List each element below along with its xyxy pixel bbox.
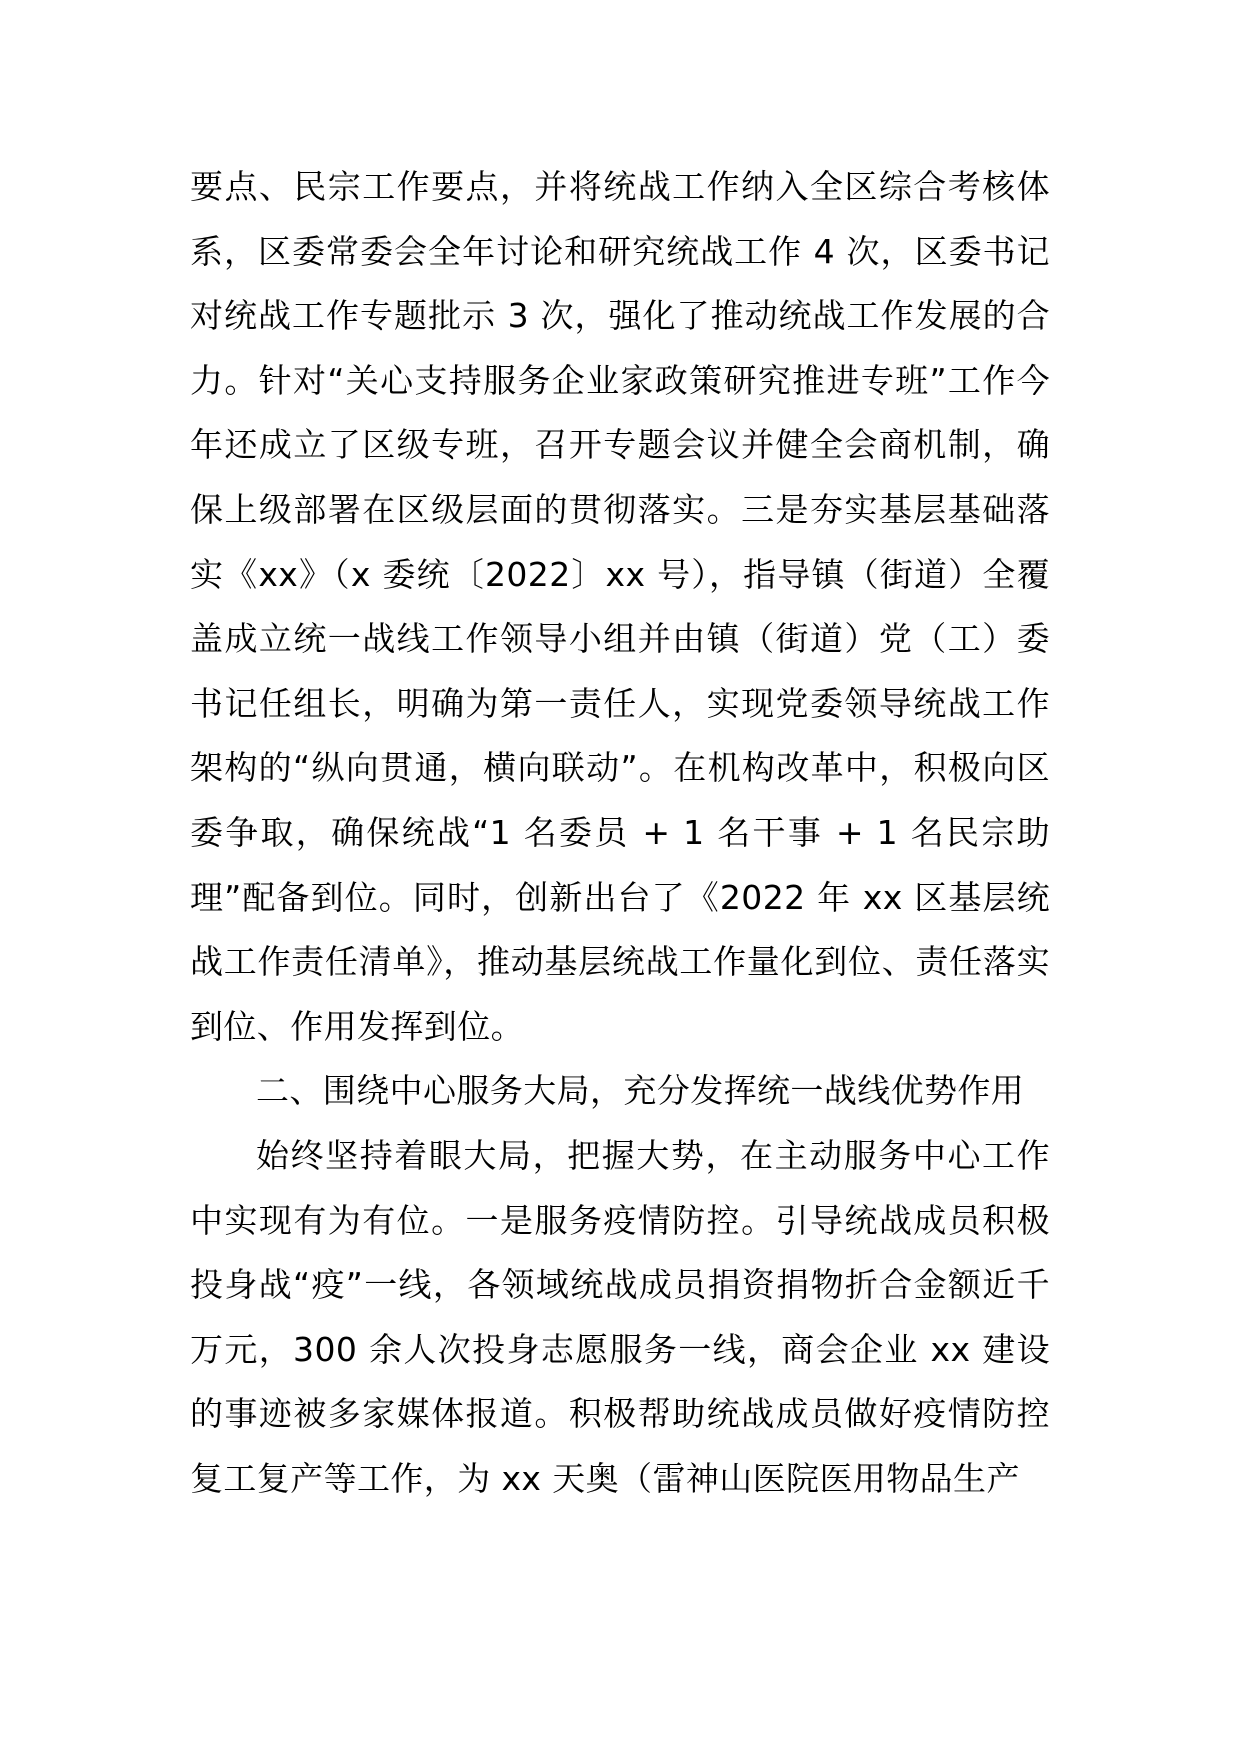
body-paragraph: 始终坚持着眼大局，把握大势，在主动服务中心工作中实现有为有位。一是服务疫情防控。引导统战成员积极投身战“疫”一线，各领域统战成员捐资捐物折合金额近千万元，300 余人次投身志愿服务一线，商会企业 xx 建设的事迹被多家媒体报道。积极帮助统战成员做好疫情防控复工复产等工作，为 xx 天奥（雷神山医院医用物品生产 [190, 1135, 1050, 1498]
document-body [190, 155, 1050, 1511]
body-paragraph: 要点、民宗工作要点，并将统战工作纳入全区综合考核体系，区委常委会全年讨论和研究统战工作 4 次，区委书记对统战工作专题批示 3 次，强化了推动统战工作发展的合力。针对“关心支持服务企业家政策研究推进专班”工作今年还成立了区级专班，召开专题会议并健全会商机制，确保上级部署在区级层面的贯彻落实。三是夯实基层基础落实《xx》（x 委统〔2022〕xx 号），指导镇（街道）全覆盖成立统一战线工作领导小组并由镇（街道）党（工）委书记任组长，明确为第一责任人，实现党委领导统战工作架构的“纵向贯通，横向联动”。在机构改革中，积极向区委争取，确保统战“1 名委员 + 1 名干事 + 1 名民宗助理”配备到位。同时，创新出台了《2022 年 xx 区基层统战工作责任清单》，推动基层统战工作量化到位、责任落实到位、作用发挥到位。 [190, 167, 1050, 1046]
section-heading: 二、围绕中心服务大局，充分发挥统一战线优势作用 [256, 1071, 1025, 1111]
